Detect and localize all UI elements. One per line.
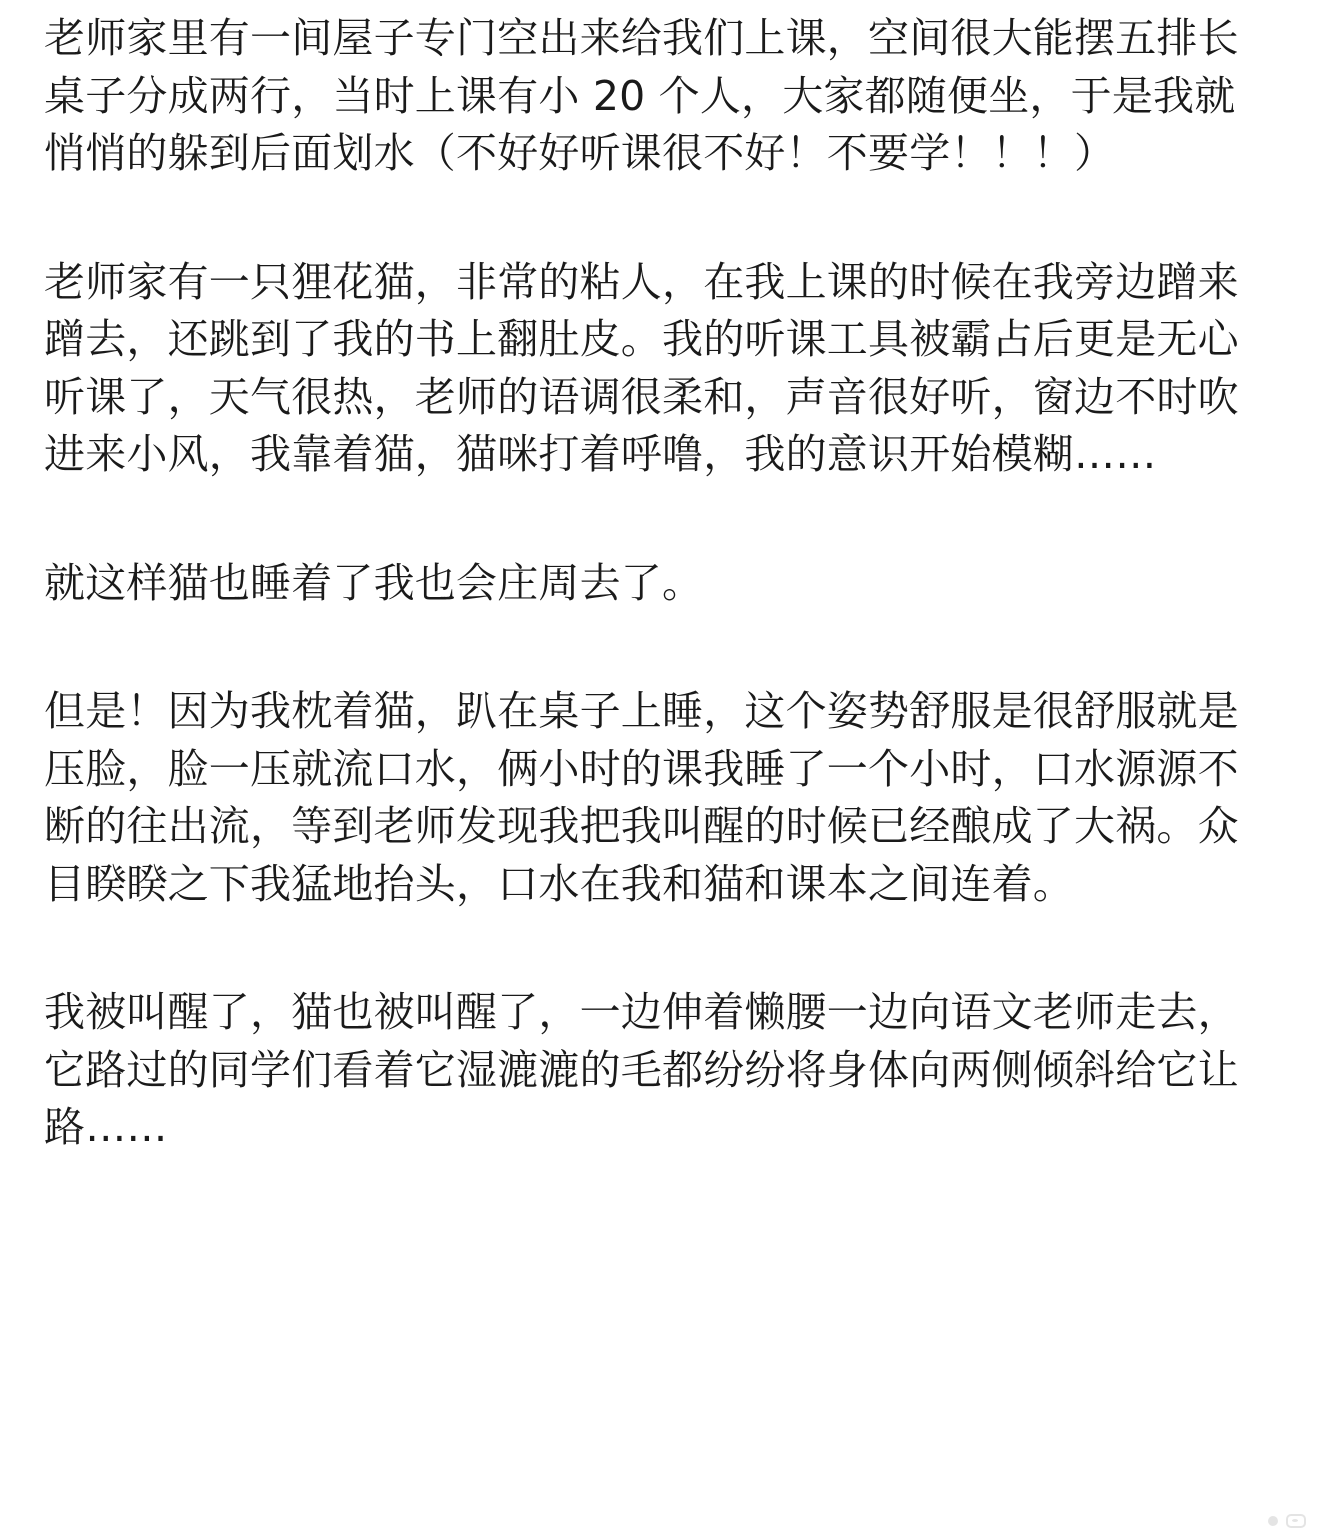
watermark-dot — [1268, 1516, 1278, 1526]
watermark — [1268, 1514, 1306, 1528]
post-paragraph-2: 老师家有一只狸花猫，非常的粘人，在我上课的时候在我旁边蹭来蹭去，还跳到了我的书上翻肚皮。我的听课工具被霸占后更是无心听课了，天气很热，老师的语调很柔和，声音很好听，窗边不时吹进来小风，我靠着猫，猫咪打着呼噜，我的意识开始模糊…… — [44, 257, 1239, 478]
post-paragraph-1: 老师家里有一间屋子专门空出来给我们上课，空间很大能摆五排长桌子分成两行，当时上课有小 20 个人，大家都随便坐，于是我就悄悄的躲到后面划水（不好好听课很不好！不要学！！！） — [44, 14, 1239, 177]
weibo-logo-icon — [1286, 1514, 1306, 1528]
post-paragraph-5: 我被叫醒了，猫也被叫醒了，一边伸着懒腰一边向语文老师走去，它路过的同学们看着它湿漉漉的毛都纷纷将身体向两侧倾斜给它让路…… — [44, 988, 1239, 1151]
post-body — [44, 10, 1276, 1157]
post-paragraph-4: 但是！因为我枕着猫，趴在桌子上睡，这个姿势舒服是很舒服就是压脸，脸一压就流口水，俩小时的课我睡了一个小时，口水源源不断的往出流，等到老师发现我把我叫醒的时候已经酿成了大祸。众目睽睽之下我猛地抬头，口水在我和猫和课本之间连着。 — [44, 687, 1239, 908]
post-paragraph-3: 就这样猫也睡着了我也会庄周去了。 — [44, 558, 704, 607]
